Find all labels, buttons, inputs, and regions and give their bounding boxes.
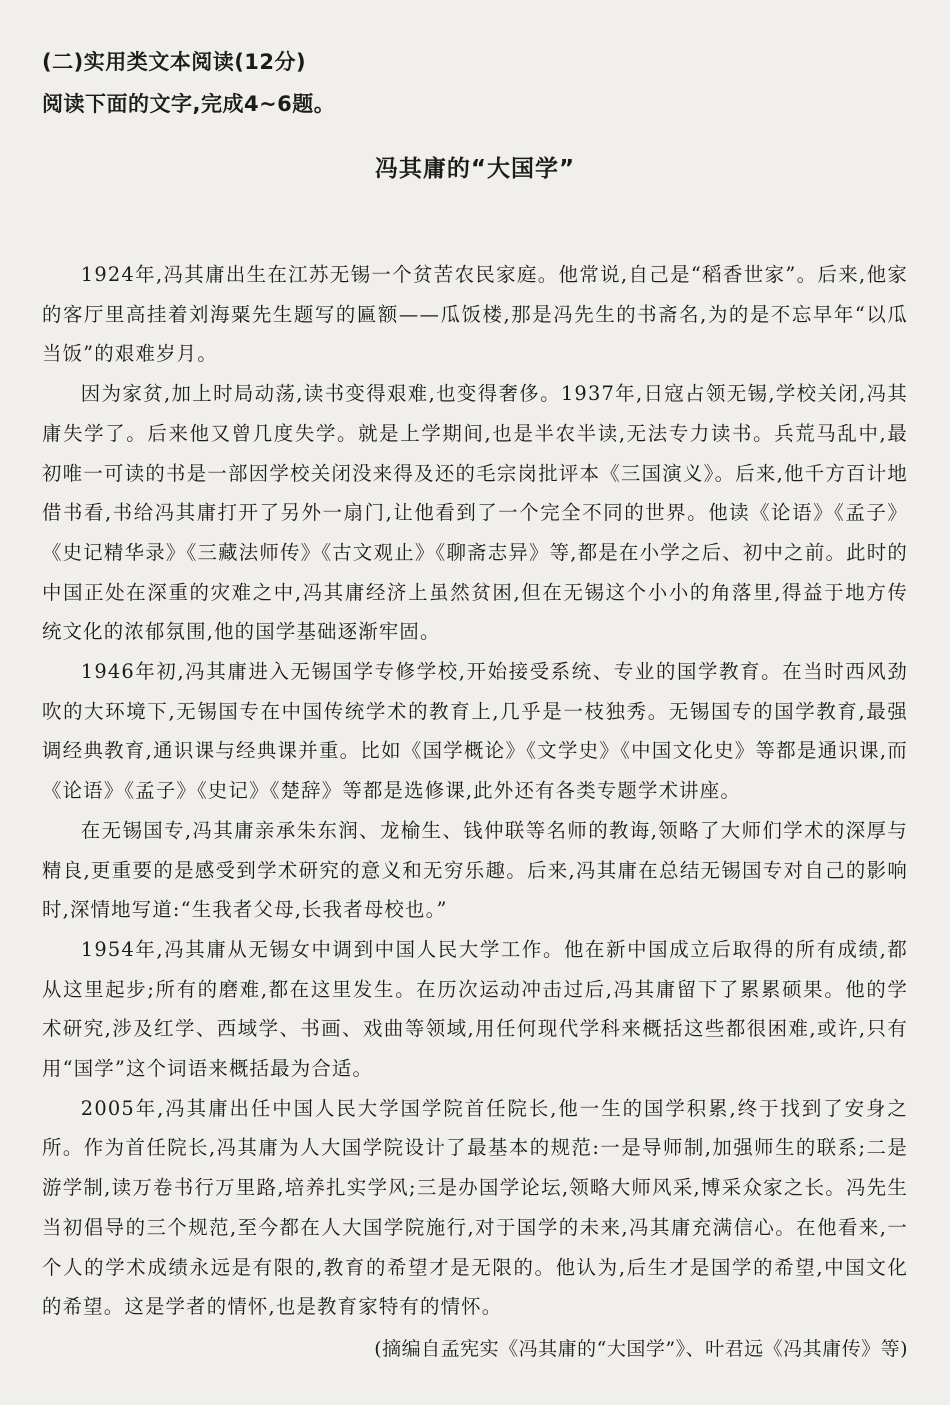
reading-instruction: 阅读下面的文字,完成4~6题。 (42, 92, 336, 116)
source-citation: (摘编自孟宪实《冯其庸的“大国学”》、叶君远《冯其庸传》等) (374, 1338, 908, 1360)
paragraph-5: 1954年,冯其庸从无锡女中调到中国人民大学工作。他在新中国成立后取得的所有成绩,都从这里起步;所有的磨难,都在这里发生。在历次运动冲击过后,冯其庸留下了累累硕果。他的学术研究,涉及红学、西域学、书画、戏曲等领域,用任何现代学科来概括这些都很困难,或许,只有用“国学”这个词语来概括最为合适。 (42, 937, 908, 1081)
paragraph-3: 1946年初,冯其庸进入无锡国学专修学校,开始接受系统、专业的国学教育。在当时西风劲吹的大环境下,无锡国专在中国传统学术的教育上,几乎是一枝独秀。无锡国专的国学教育,最强调经典教育,通识课与经典课并重。比如《国学概论》《文学史》《中国文化史》等都是通识课,而《论语》《孟子》《史记》《楚辞》等都是选修课,此外还有各类专题学术讲座。 (42, 660, 908, 803)
section-heading: (二)实用类文本阅读(12分) (42, 50, 307, 74)
paragraph-6: 2005年,冯其庸出任中国人民大学国学院首任院长,他一生的国学积累,终于找到了安身之所。作为首任院长,冯其庸为人大国学院设计了最基本的规范:一是导师制,加强师生的联系;二是游学制,读万卷书行万里路,培养扎实学风;三是办国学论坛,领略大师风采,博采众家之长。冯先生当初倡导的三个规范,至今都在人大国学院施行,对于国学的未来,冯其庸充满信心。在他看来,一个人的学术成绩永远是有限的,教育的希望才是无限的。他认为,后生才是国学的希望,中国文化的希望。这是学者的情怀,也是教育家特有的情怀。 (42, 1096, 908, 1319)
article-title: 冯其庸的“大国学” (374, 156, 576, 182)
article-body (42, 255, 908, 1327)
paragraph-4: 在无锡国专,冯其庸亲承朱东润、龙榆生、钱仲联等名师的教诲,领略了大师们学术的深厚与精良,更重要的是感受到学术研究的意义和无穷乐趣。后来,冯其庸在总结无锡国专对自己的影响时,深情地写道:“生我者父母,长我者母校也。” (42, 818, 908, 922)
paragraph-2: 因为家贫,加上时局动荡,读书变得艰难,也变得奢侈。1937年,日寇占领无锡,学校关闭,冯其庸失学了。后来他又曾几度失学。就是上学期间,也是半农半读,无法专力读书。兵荒马乱中,最初唯一可读的书是一部因学校关闭没来得及还的毛宗岗批评本《三国演义》。后来,他千方百计地借书看,书给冯其庸打开了另外一扇门,让他看到了一个完全不同的世界。他读《论语》《孟子》《史记精华录》《三藏法师传》《古文观止》《聊斋志异》等,都是在小学之后、初中之前。此时的中国正处在深重的灾难之中,冯其庸经济上虽然贫困,但在无锡这个小小的角落里,得益于地方传统文化的浓郁氛围,他的国学基础逐渐牢固。 (42, 382, 908, 644)
paragraph-1: 1924年,冯其庸出生在江苏无锡一个贫苦农民家庭。他常说,自己是“稻香世家”。后来,他家的客厅里高挂着刘海粟先生题写的匾额——瓜饭楼,那是冯先生的书斋名,为的是不忘早年“以瓜当饭”的艰难岁月。 (42, 263, 908, 366)
